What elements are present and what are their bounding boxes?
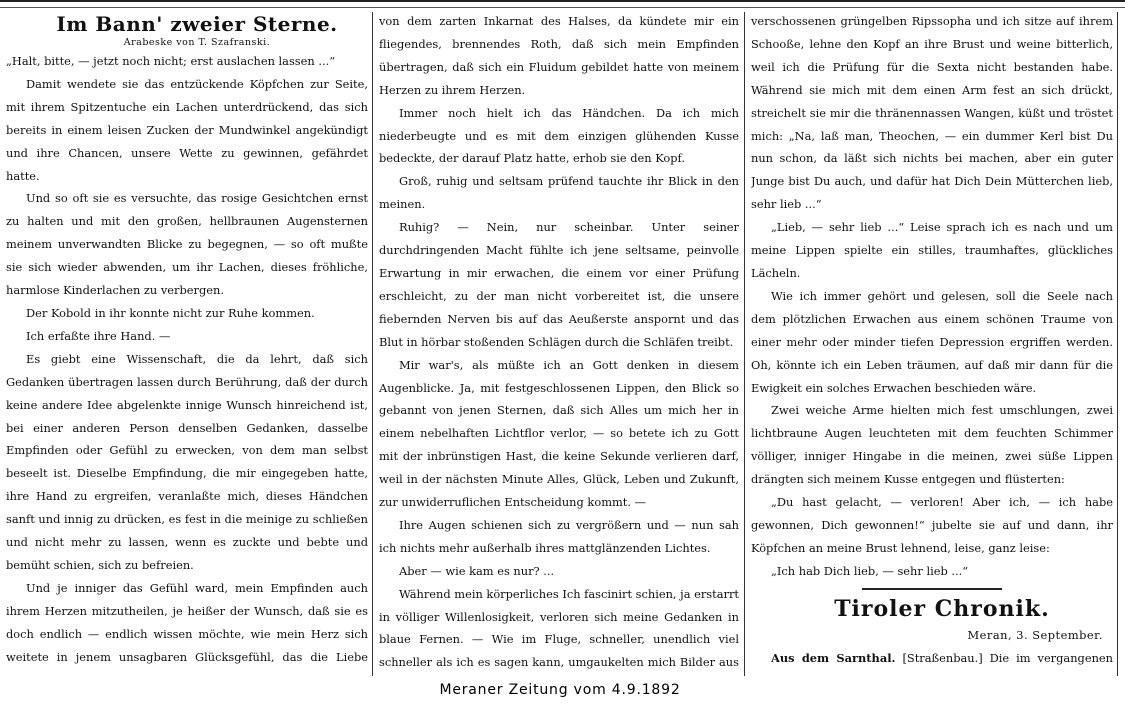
column-divider — [744, 12, 745, 676]
column-1 — [6, 12, 368, 672]
column-2 — [379, 10, 739, 670]
story-paragraph: „Du hast gelacht, — verloren! Aber ich, — ich habe gewonnen, Dich gewonnen!“ jubelte sie auf und dann, ihr Köpfchen an meine Brust lehnend, leise, ganz leise: — [751, 495, 1113, 555]
chronik-title: Tiroler Chronik. — [834, 595, 1050, 622]
chronik-paragraph — [751, 647, 1113, 670]
story-paragraph: Und so oft sie es versuchte, das rosige Gesichtchen ernst zu halten und mit den großen, hellbraunen Augensternen meinem unverwandten Blicke zu begegnen, — so oft mußte sie sich wieder abwenden, um ihr Lachen, dieses fröhliche, harmlose Kinderlachen zu verbergen. — [6, 191, 368, 298]
story-paragraph: Mir war's, als müßte ich an Gott denken in diesem Augenblicke. Ja, mit festgeschlossenen Lippen, den Blick so gebannt von jenen Sternen, daß sich Alles um mich her in einem nebelhaften Lichtflor verlor, — so betete ich zu Gott mit der inbrünstigen Hast, die keine Sekunde verlieren darf, weil in der nächsten Minute Alles, Glück, Leben und Zukunft, zur unwiderruflichen Entscheidung kommt. — — [379, 357, 739, 510]
chronik-dateline: Meran, 3. September. — [967, 627, 1103, 642]
chronik-bracket: [Straßenbau.] — [902, 650, 983, 665]
story-paragraph: von dem zarten Inkarnat des Halses, da kündete mir ein fliegendes, brennendes Roth, daß sich mein Empfinden übertragen, daß sich ein Fluidum gebildet hatte von meinem Herzen zu ihrem Herzen. — [379, 14, 739, 97]
newspaper-page — [0, 8, 1118, 676]
column-divider — [372, 12, 373, 676]
story-paragraph: Zwei weiche Arme hielten mich fest umschlungen, zwei lichtbraune Augen leuchteten mit dem feuchten Schimmer völliger, inniger Hingabe in die meinen, zwei süße Lippen drängten sich meinem Kusse entgegen und flüsterten: — [751, 403, 1113, 487]
column-3 — [751, 10, 1113, 670]
story-paragraph: Während mein körperliches Ich fascinirt schien, ja erstarrt in völliger Willenlosigkeit, verloren sich meine Gedanken in blaue Fernen. — Wie im Fluge, schneller, unendlich viel schneller als ich es sagen kann, umgaukelten mich Bilder aus — [379, 586, 739, 670]
story-paragraph: „Lieb, — sehr lieb ...“ Leise sprach ich es nach und um meine Lippen spielte ein stilles, traumhaftes, glückliches Lächeln. — [751, 220, 1113, 280]
story-paragraph: Der Kobold in ihr konnte nicht zur Ruhe kommen. — [26, 305, 315, 320]
story-paragraph: Damit wendete sie das entzückende Köpfchen zur Seite, mit ihrem Spitzentuche ein Lachen unterdrückend, das sich bereits in einem leisen Zucken der Mundwinkel angekündigt und ihre Chancen, unsere Wette zu gewinnen, gefährdet hatte. — [6, 76, 368, 183]
source-caption: Meraner Zeitung vom 4.9.1892 — [439, 682, 681, 698]
chronik-lead: Aus dem Sarnthal. — [771, 650, 896, 665]
story-paragraph: Immer noch hielt ich das Händchen. Da ich mich niederbeugte und es mit dem einzigen glühenden Kusse bedeckte, der darauf Platz hatte, erhob sie den Kopf. — [379, 105, 739, 166]
story-paragraph: Und je inniger das Gefühl ward, mein Empfinden auch ihrem Herzen mitzutheilen, je heißer der Wunsch, daß sie es doch endlich — endlich wissen möchte, wie mein Herz sich weitete in jenem unsagbaren Glücksgefühl, das die Liebe — [6, 580, 368, 664]
story-paragraph: Ruhig? — Nein, nur scheinbar. Unter seiner durchdringenden Macht fühlte ich jene seltsame, peinvolle Erwartung in mir erwachen, die einem vor einer Prüfung erschleicht, zu der man nicht vorbereitet ist, die unsere fiebernden Nerven bis auf das Aeußerste anspornt und das Blut in hörbar stoßenden Schlägen durch die Schläfen treibt. — [379, 220, 739, 349]
story-paragraph: Es giebt eine Wissenschaft, die da lehrt, daß sich Gedanken übertragen lassen durch Berührung, daß der durch keine andere Idee abgelenkte innige Wunsch hinreichend ist, bei einer anderen Person denselben Gedanken, dasselbe Empfinden oder Gefühl zu erwecken, von dem man selbst beseelt ist. Dieselbe Empfindung, die mir eingegeben hatte, ihre Hand zu ergreifen, veranlaßte mich, dieses Händchen sanft und innig zu drücken, es fest in die meinige zu schließen und nicht mehr zu lassen, wenn es zuckte und bebte und bemüht schien, sich zu befreien. — [6, 351, 368, 572]
story-paragraph: verschossenen grüngelben Ripssopha und ich sitze auf ihrem Schooße, lehne den Kopf an ihre Brust und weine bitterlich, weil ich die Prüfung für die Sexta nicht bestanden habe. Während sie mich mit dem einen Arm fest an sich drückt, streichelt sie mir die thränennassen Wangen, küßt und tröstet mich: „Na, laß man, Theochen, — ein dummer Kerl bist Du nun schon, da läßt sich nichts bei machen, aber ein guter Junge bist Du auch, und dafür hat Dich Dein Mütterchen lieb, sehr lieb ...“ — [751, 14, 1113, 212]
story-title: Im Bann' zweier Sterne. — [56, 12, 338, 36]
story-paragraph: „Ich hab Dich lieb, — sehr lieb ...“ — [771, 563, 969, 578]
story-paragraph: Aber — wie kam es nur? ... — [399, 563, 555, 578]
chronik-text: Die im vergangenen — [989, 650, 1113, 665]
top-border-rule — [0, 0, 1125, 2]
story-paragraph: Ich erfaßte ihre Hand. — — [26, 328, 171, 343]
story-paragraph: Wie ich immer gehört und gelesen, soll die Seele nach dem plötzlichen Erwachen aus einem schönen Traume von einer mehr oder minder tiefen Depression ergriffen werden. Oh, könnte ich ein Leben träumen, auf daß mir dann für die Ewigkeit ein solches Erwachen beschieden wäre. — [751, 288, 1113, 395]
story-paragraph: „Halt, bitte, — jetzt noch nicht; erst auslachen lassen ...“ — [6, 54, 336, 68]
story-paragraph: Ihre Augen schienen sich zu vergrößern und — nun sah ich nichts mehr außerhalb ihres mattglänzenden Lichtes. — [379, 517, 739, 555]
section-separator — [862, 588, 1002, 590]
story-byline: Arabeske von T. Szafranski. — [123, 37, 271, 48]
column-divider — [1117, 12, 1118, 676]
story-paragraph: Groß, ruhig und seltsam prüfend tauchte ihr Blick in den meinen. — [379, 174, 739, 212]
